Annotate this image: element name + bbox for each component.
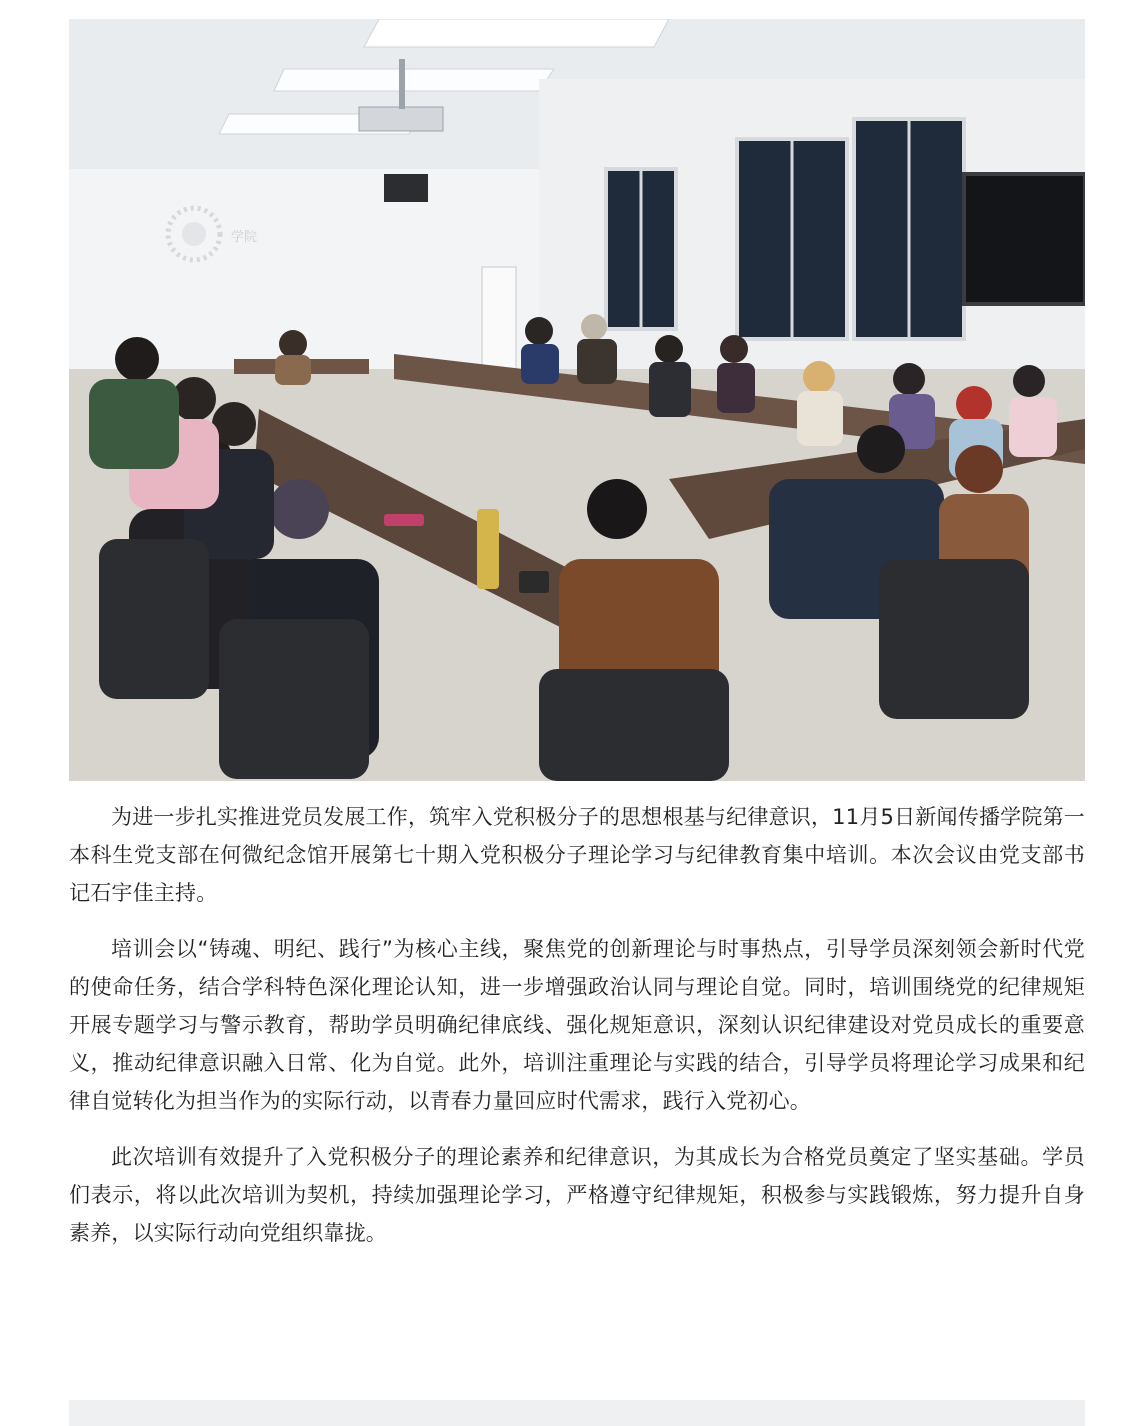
paragraph-3: 此次培训有效提升了入党积极分子的理论素养和纪律意识，为其成长为合格党员奠定了坚实基础。学员们表示，将以此次培训为契机，持续加强理论学习，严格遵守纪律规矩，积极参与实践锻炼，努力提升自身素养，以实际行动向党组织靠拢。 <box>69 1145 1085 1245</box>
article-body <box>69 798 1085 1270</box>
paragraph-1: 为进一步扎实推进党员发展工作，筑牢入党积极分子的思想根基与纪律意识，11月5日新闻传播学院第一本科生党支部在何微纪念馆开展第七十期入党积极分子理论学习与纪律教育集中培训。本次会议由党支部书记石宇佳主持。 <box>69 805 1085 905</box>
next-photo-edge <box>69 1400 1085 1426</box>
paragraph-2: 培训会以“铸魂、明纪、践行”为核心主线，聚焦党的创新理论与时事热点，引导学员深刻领会新时代党的使命任务，结合学科特色深化理论认知，进一步增强政治认同与理论自觉。同时，培训围绕党的纪律规矩开展专题学习与警示教育，帮助学员明确纪律底线、强化规矩意识，深刻认识纪律建设对党员成长的重要意义，推动纪律意识融入日常、化为自觉。此外，培训注重理论与实践的结合，引导学员将理论学习成果和纪律自觉转化为担当作为的实际行动，以青春力量回应时代需求，践行入党初心。 <box>69 937 1085 1113</box>
wall-sign-text: 学院 <box>231 229 258 244</box>
training-session-photo <box>69 19 1085 781</box>
